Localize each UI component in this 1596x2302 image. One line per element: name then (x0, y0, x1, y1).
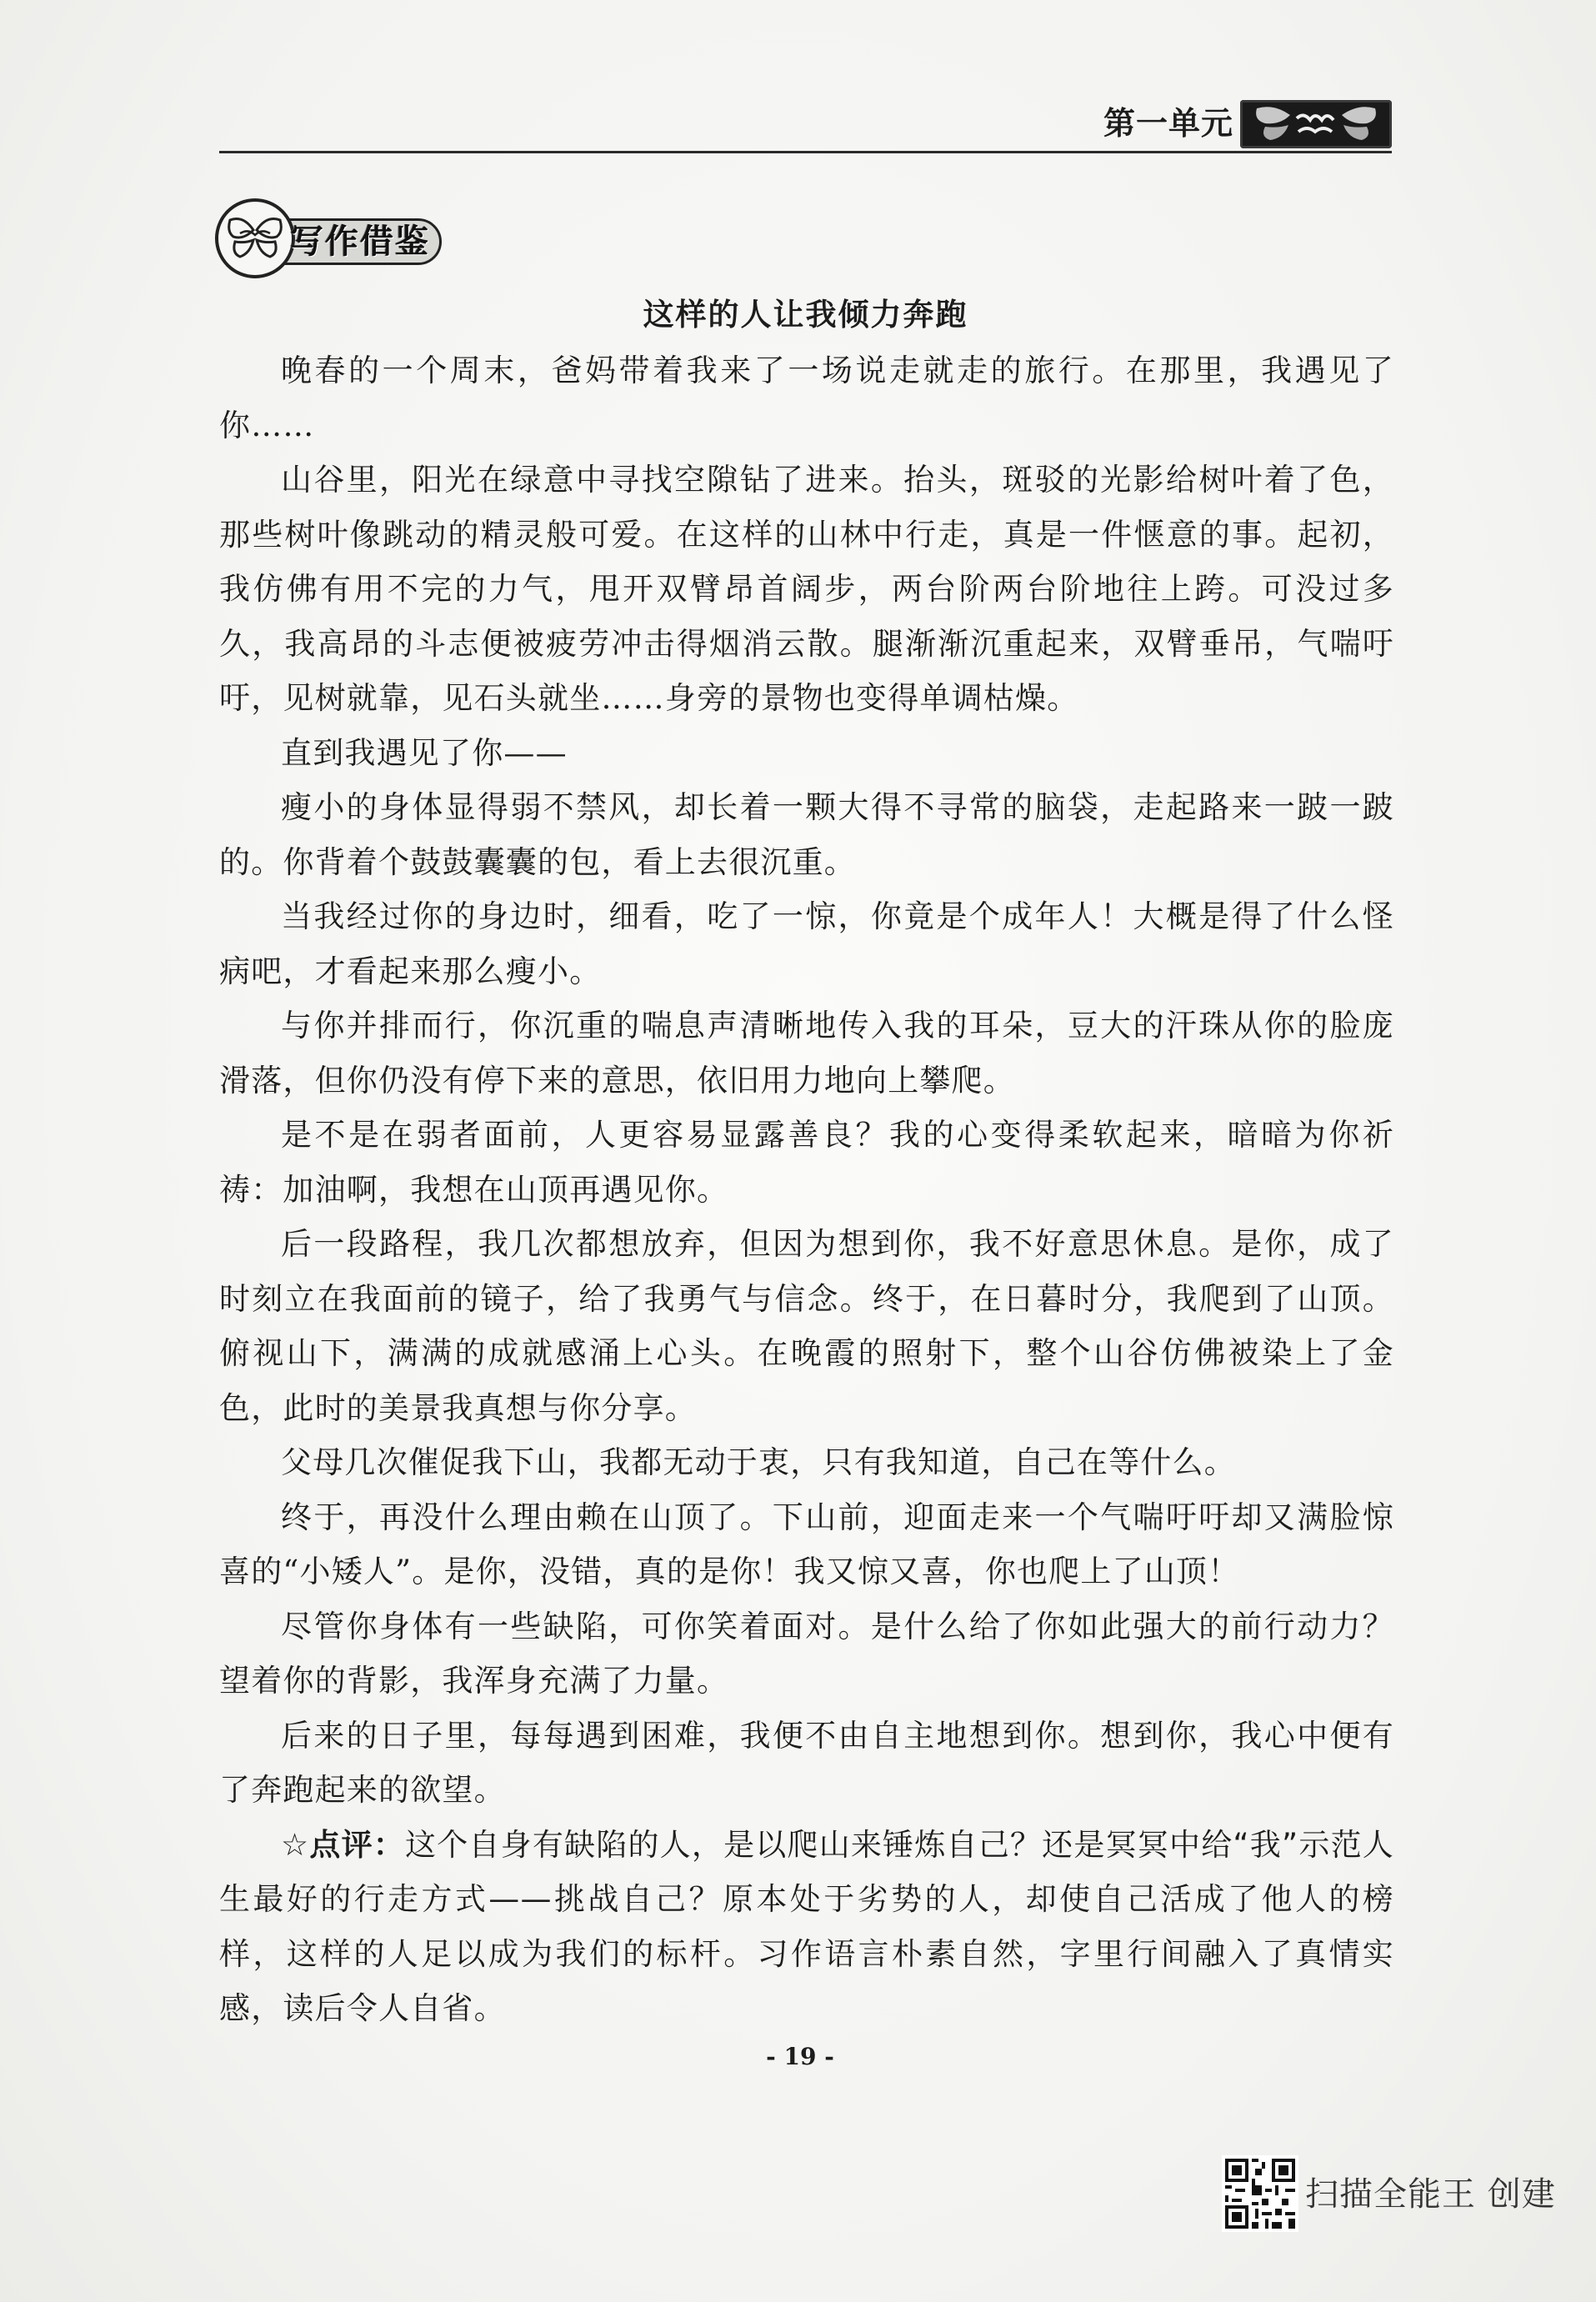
comment-text: 这个自身有缺陷的人，是以爬山来锤炼自己？还是冥冥中给“我”示范人生最好的行走方式——挑战自己？原本处于劣势的人，却使自己活成了他人的榜样，这样的人足以成为我们的标杆。习作语言朴素自然，字里行间融入了真情实感，读后令人自省。 (219, 1826, 1394, 2026)
paragraph: 当我经过你的身边时，细看，吃了一惊，你竟是个成年人！大概是得了什么怪病吧，才看起来那么瘦小。 (219, 898, 1394, 989)
paragraph: 终于，再没什么理由赖在山顶了。下山前，迎面走来一个气喘吁吁却又满脸惊喜的“小矮人”。是你，没错，真的是你！我又惊又喜，你也爬上了山顶！ (219, 1499, 1394, 1589)
paragraph: 后一段路程，我几次都想放弃，但因为想到你，我不好意思休息。是你，成了时刻立在我面前的镜子，给了我勇气与信念。终于，在日暮时分，我爬到了山顶。俯视山下，满满的成就感涌上心头。在晚霞的照射下，整个山谷仿佛被染上了金色，此时的美景我真想与你分享。 (219, 1226, 1394, 1426)
paragraph: 与你并排而行，你沉重的喘息声清晰地传入我的耳朵，豆大的汗珠从你的脸庞滑落，但你仍没有停下来的意思，依旧用力地向上攀爬。 (219, 1008, 1394, 1098)
paragraph: 山谷里，阳光在绿意中寻找空隙钻了进来。抬头，斑驳的光影给树叶着了色，那些树叶像跳动的精灵般可爱。在这样的山林中行走，真是一件惬意的事。起初，我仿佛有用不完的力气，甩开双臂昂首阔步，两台阶两台阶地往上跨。可没过多久，我高昂的斗志便被疲劳冲击得烟消云散。腿渐渐沉重起来，双臂垂吊，气喘吁吁，见树就靠，见石头就坐……身旁的景物也变得单调枯燥。 (219, 462, 1394, 716)
header-divider (219, 151, 1392, 153)
paragraph: 后来的日子里，每每遇到困难，我便不由自主地想到你。想到你，我心中便有了奔跑起来的欲望。 (219, 1717, 1394, 1808)
butterfly-emblem-icon (225, 215, 285, 263)
paragraph: 晚春的一个周末，爸妈带着我来了一场说走就走的旅行。在那里，我遇见了你…… (219, 353, 1394, 443)
unit-label: 第一单元 (1103, 105, 1233, 142)
qr-code-icon (1222, 2155, 1298, 2232)
article-body (219, 343, 1394, 2036)
article-title: 这样的人让我倾力奔跑 (643, 297, 968, 333)
paragraph: 直到我遇见了你—— (281, 734, 568, 771)
paragraph: 是不是在弱者面前，人更容易显露善良？我的心变得柔软起来，暗暗为你祈祷：加油啊，我想在山顶再遇见你。 (219, 1117, 1394, 1208)
paragraph: 父母几次催促我下山，我都无动于衷，只有我知道，自己在等什么。 (281, 1444, 1236, 1480)
section-emblem (215, 198, 295, 278)
scanner-watermark: 扫描全能王 创建 (1305, 2175, 1556, 2214)
section-badge (215, 198, 448, 282)
comment-paragraph (219, 1818, 1394, 2036)
paragraph: 瘦小的身体显得弱不禁风，却长着一颗大得不寻常的脑袋，走起路来一跛一跛的。你背着个鼓鼓囊囊的包，看上去很沉重。 (219, 789, 1394, 880)
section-label: 写作借鉴 (290, 223, 430, 261)
paragraph: 尽管你身体有一些缺陷，可你笑着面对。是什么给了你如此强大的前行动力？望着你的背影，我浑身充满了力量。 (219, 1608, 1394, 1699)
page-number: - 19 - (766, 2043, 834, 2070)
series-logo-badge (1240, 100, 1392, 148)
butterfly-logo-icon (1240, 100, 1392, 148)
comment-label: ☆点评： (281, 1826, 406, 1863)
